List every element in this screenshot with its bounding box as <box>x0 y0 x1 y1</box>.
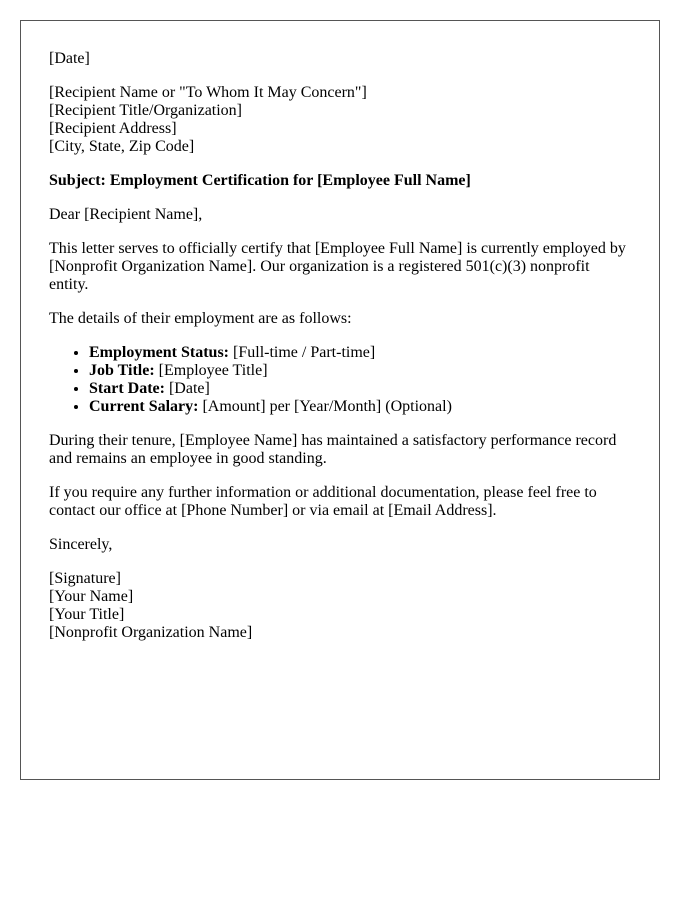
details-intro: The details of their employment are as follows: <box>49 310 352 327</box>
salutation: Dear [Recipient Name], <box>49 206 203 223</box>
detail-job-title <box>89 362 631 380</box>
detail-value: [Full-time / Part-time] <box>229 344 376 361</box>
recipient-block <box>49 84 631 156</box>
detail-current-salary <box>89 398 631 416</box>
detail-value: [Date] <box>164 380 210 397</box>
employment-details-list <box>49 344 631 416</box>
detail-employment-status <box>89 344 631 362</box>
closing: Sincerely, <box>49 536 113 553</box>
subject-line: Subject: Employment Certification for [Employee Full Name] <box>49 172 471 189</box>
signer-title: [Your Title] <box>49 606 125 623</box>
signature-placeholder: [Signature] <box>49 570 121 587</box>
signer-organization: [Nonprofit Organization Name] <box>49 624 253 641</box>
detail-label: Job Title: <box>89 362 155 379</box>
recipient-city-state-zip: [City, State, Zip Code] <box>49 138 195 155</box>
date-text: [Date] <box>49 50 90 67</box>
signature-block <box>49 570 631 642</box>
letter-page <box>20 20 660 780</box>
detail-value: [Amount] per [Year/Month] (Optional) <box>198 398 452 415</box>
signer-name: [Your Name] <box>49 588 134 605</box>
detail-label: Start Date: <box>89 380 165 397</box>
performance-paragraph: During their tenure, [Employee Name] has maintained a satisfactory performance record and remains an employee in good standing. <box>49 432 617 467</box>
recipient-address: [Recipient Address] <box>49 120 177 137</box>
letter-date <box>49 50 631 68</box>
recipient-name: [Recipient Name or "To Whom It May Concern"] <box>49 84 367 101</box>
detail-start-date <box>89 380 631 398</box>
recipient-title-org: [Recipient Title/Organization] <box>49 102 243 119</box>
detail-value: [Employee Title] <box>154 362 268 379</box>
contact-paragraph: If you require any further information or additional documentation, please feel free to contact our office at [Phone Number] or via email at [Email Address]. <box>49 484 597 519</box>
detail-label: Employment Status: <box>89 344 230 361</box>
detail-label: Current Salary: <box>89 398 199 415</box>
certification-paragraph: This letter serves to officially certify that [Employee Full Name] is currently employed by [Nonprofit Organization Name]. Our organization is a registered 501(c)(3) nonprofit entity. <box>49 240 626 293</box>
